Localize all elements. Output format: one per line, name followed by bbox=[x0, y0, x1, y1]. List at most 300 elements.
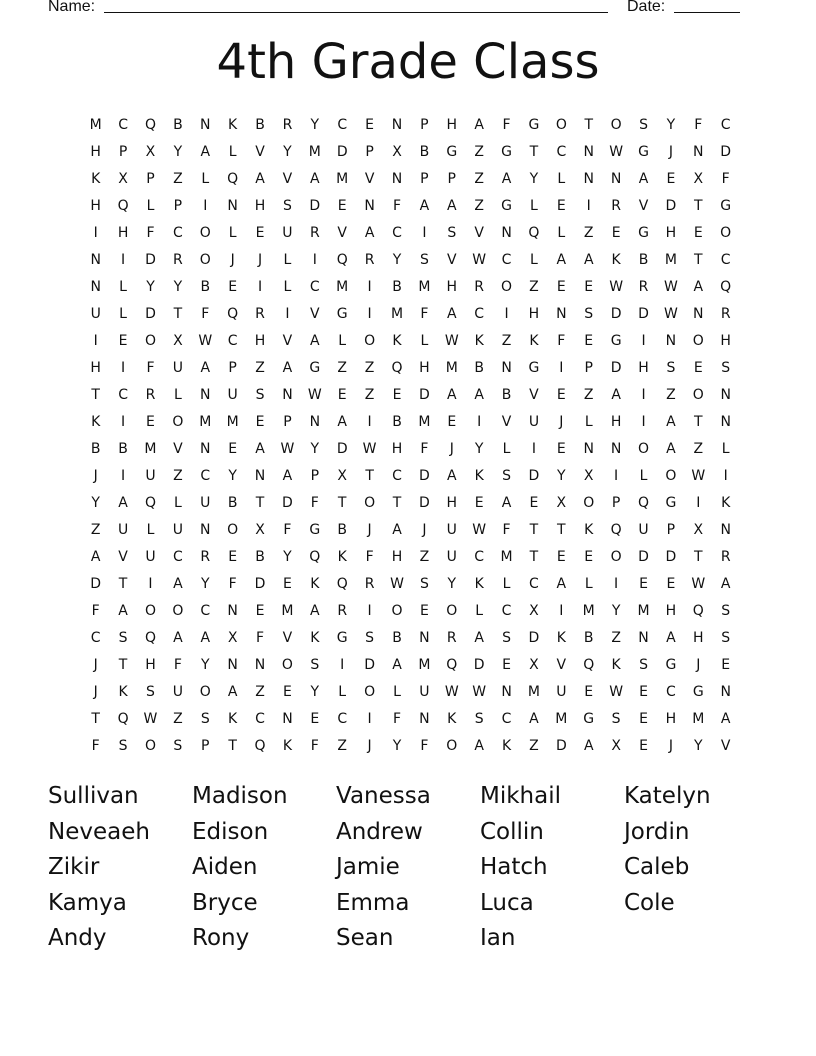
grid-letter: M bbox=[555, 711, 568, 727]
grid-letter: N bbox=[90, 279, 101, 295]
grid-letter: C bbox=[501, 252, 512, 268]
grid-letter: O bbox=[610, 549, 622, 565]
grid-row bbox=[82, 301, 742, 328]
grid-letter: R bbox=[364, 576, 375, 592]
grid-letter: L bbox=[557, 225, 566, 241]
grid-letter: U bbox=[556, 684, 567, 700]
word-list-item: Mikhail bbox=[480, 783, 562, 809]
grid-letter: P bbox=[118, 144, 128, 160]
grid-letter: V bbox=[282, 630, 293, 646]
grid-letter: G bbox=[309, 360, 321, 376]
grid-letter: H bbox=[665, 225, 677, 241]
grid-letter: A bbox=[693, 279, 704, 295]
grid-letter: X bbox=[337, 468, 347, 484]
grid-letter: K bbox=[310, 630, 320, 646]
grid-letter: V bbox=[282, 333, 293, 349]
grid-letter: C bbox=[720, 117, 731, 133]
grid-letter: E bbox=[365, 117, 375, 133]
grid-letter: V bbox=[720, 738, 731, 754]
grid-letter: Q bbox=[227, 171, 239, 187]
grid-letter: L bbox=[584, 414, 593, 430]
grid-letter: F bbox=[146, 225, 155, 241]
grid-letter: N bbox=[90, 252, 101, 268]
grid-letter: D bbox=[638, 549, 649, 565]
grid-letter: Y bbox=[283, 549, 292, 565]
grid-letter: F bbox=[310, 495, 319, 511]
grid-letter: V bbox=[173, 441, 183, 457]
grid-letter: X bbox=[583, 468, 594, 484]
grid-letter: X bbox=[556, 495, 567, 511]
grid-letter: H bbox=[419, 360, 430, 376]
grid-letter: A bbox=[583, 738, 594, 754]
grid-letter: C bbox=[501, 603, 512, 619]
grid-letter: E bbox=[529, 495, 539, 511]
grid-letter: T bbox=[392, 495, 402, 511]
grid-letter: R bbox=[611, 198, 621, 214]
grid-letter: U bbox=[145, 468, 156, 484]
grid-letter: M bbox=[418, 657, 431, 673]
grid-letter: M bbox=[144, 441, 157, 457]
grid-letter: N bbox=[720, 522, 731, 538]
word-list-item: Neveaeh bbox=[48, 818, 150, 845]
grid-letter: I bbox=[641, 333, 646, 349]
grid-letter: A bbox=[200, 630, 211, 646]
grid-letter: H bbox=[90, 360, 101, 376]
grid-letter: Q bbox=[144, 117, 156, 133]
grid-letter: L bbox=[530, 198, 538, 214]
grid-letter: M bbox=[692, 711, 705, 727]
grid-row bbox=[82, 139, 742, 166]
grid-letter: X bbox=[611, 738, 621, 754]
grid-letter: A bbox=[666, 441, 676, 457]
word-list-item: Zikir bbox=[48, 854, 100, 881]
grid-letter: M bbox=[445, 360, 458, 376]
grid-letter: Q bbox=[144, 495, 156, 511]
grid-letter: Z bbox=[173, 711, 183, 727]
grid-letter: C bbox=[501, 711, 512, 727]
grid-letter: Y bbox=[611, 603, 621, 619]
grid-letter: F bbox=[420, 738, 429, 754]
grid-letter: C bbox=[474, 549, 485, 565]
grid-letter: N bbox=[665, 333, 677, 349]
grid-letter: G bbox=[583, 711, 595, 727]
grid-letter: F bbox=[502, 117, 511, 133]
grid-letter: F bbox=[694, 117, 703, 133]
grid-letter: E bbox=[392, 387, 402, 403]
grid-letter: C bbox=[529, 576, 539, 592]
grid-letter: M bbox=[582, 603, 595, 619]
grid-letter: W bbox=[691, 468, 706, 484]
grid-letter: E bbox=[283, 684, 292, 700]
grid-letter: B bbox=[90, 441, 101, 457]
grid-letter: G bbox=[720, 198, 732, 214]
grid-letter: C bbox=[309, 279, 320, 295]
grid-letter: N bbox=[419, 630, 430, 646]
grid-letter: A bbox=[173, 630, 183, 646]
grid-letter: A bbox=[638, 171, 649, 187]
grid-letter: V bbox=[118, 549, 128, 565]
grid-letter: Z bbox=[666, 387, 676, 403]
grid-letter: A bbox=[446, 198, 457, 214]
grid-letter: E bbox=[639, 684, 648, 700]
grid-letter: J bbox=[257, 252, 263, 268]
grid-row bbox=[82, 409, 742, 436]
grid-letter: Y bbox=[173, 144, 183, 160]
grid-letter: S bbox=[721, 360, 731, 376]
grid-letter: A bbox=[611, 387, 621, 403]
grid-letter: S bbox=[666, 360, 676, 376]
grid-letter: A bbox=[255, 171, 265, 187]
grid-letter: K bbox=[310, 576, 320, 592]
word-list-item: Andrew bbox=[336, 818, 423, 845]
grid-letter: L bbox=[420, 333, 429, 349]
grid-letter: S bbox=[721, 630, 731, 646]
grid-letter: K bbox=[474, 333, 484, 349]
grid-letter: K bbox=[611, 657, 621, 673]
grid-letter: E bbox=[639, 738, 648, 754]
grid-letter: E bbox=[337, 387, 347, 403]
grid-letter: L bbox=[584, 576, 593, 592]
grid-letter: F bbox=[310, 738, 319, 754]
grid-letter: Z bbox=[501, 333, 512, 349]
grid-letter: L bbox=[639, 468, 648, 484]
grid-letter: Q bbox=[637, 495, 650, 511]
grid-letter: M bbox=[418, 279, 431, 295]
grid-letter: F bbox=[365, 549, 374, 565]
grid-letter: L bbox=[173, 387, 182, 403]
grid-letter: Z bbox=[419, 549, 430, 565]
grid-letter: K bbox=[474, 468, 484, 484]
grid-letter: M bbox=[226, 414, 239, 430]
grid-letter: J bbox=[668, 144, 673, 160]
grid-letter: L bbox=[146, 522, 155, 538]
grid-letter: B bbox=[583, 630, 594, 646]
grid-letter: H bbox=[254, 333, 266, 349]
grid-letter: Y bbox=[392, 252, 402, 268]
grid-letter: P bbox=[173, 198, 183, 214]
grid-letter: D bbox=[254, 576, 266, 592]
grid-letter: D bbox=[610, 306, 622, 322]
grid-letter: K bbox=[282, 738, 293, 754]
grid-letter: A bbox=[446, 306, 457, 322]
grid-letter: Y bbox=[694, 738, 703, 754]
grid-letter: X bbox=[118, 171, 128, 187]
grid-letter: H bbox=[693, 630, 704, 646]
grid-letter: A bbox=[474, 738, 484, 754]
grid-letter: K bbox=[91, 414, 101, 430]
grid-letter: L bbox=[502, 441, 511, 457]
grid-row bbox=[82, 706, 742, 733]
word-list-item: Madison bbox=[192, 783, 288, 809]
name-line bbox=[104, 12, 608, 13]
grid-letter: U bbox=[172, 360, 183, 376]
grid-letter: K bbox=[501, 738, 512, 754]
grid-letter: F bbox=[228, 576, 237, 592]
grid-letter: C bbox=[172, 549, 183, 565]
grid-letter: S bbox=[118, 630, 128, 646]
grid-letter: T bbox=[365, 468, 374, 484]
grid-letter: K bbox=[556, 630, 566, 646]
grid-letter: A bbox=[666, 630, 676, 646]
grid-row bbox=[82, 328, 742, 355]
grid-letter: R bbox=[720, 306, 731, 322]
grid-letter: O bbox=[583, 495, 595, 511]
grid-letter: M bbox=[336, 279, 349, 295]
grid-letter: P bbox=[201, 738, 210, 754]
grid-letter: N bbox=[391, 171, 403, 187]
grid-letter: X bbox=[392, 144, 402, 160]
grid-letter: A bbox=[310, 171, 320, 187]
grid-row bbox=[82, 382, 742, 409]
grid-letter: Y bbox=[146, 279, 155, 295]
grid-letter: D bbox=[336, 144, 348, 160]
grid-letter: V bbox=[446, 252, 457, 268]
grid-letter: I bbox=[504, 306, 509, 322]
grid-letter: K bbox=[91, 171, 101, 187]
grid-letter: A bbox=[556, 576, 567, 592]
grid-letter: Q bbox=[692, 603, 704, 619]
grid-letter: T bbox=[694, 549, 703, 565]
grid-letter: T bbox=[228, 738, 237, 754]
grid-letter: R bbox=[309, 225, 320, 241]
grid-letter: M bbox=[308, 144, 321, 160]
grid-row bbox=[82, 571, 742, 598]
grid-letter: N bbox=[720, 684, 731, 700]
grid-letter: D bbox=[665, 549, 677, 565]
grid-row bbox=[82, 112, 742, 139]
grid-letter: U bbox=[419, 684, 430, 700]
grid-letter: G bbox=[528, 360, 540, 376]
grid-letter: L bbox=[283, 279, 292, 295]
grid-letter: V bbox=[501, 414, 512, 430]
grid-row bbox=[82, 490, 742, 517]
grid-letter: Z bbox=[474, 198, 484, 214]
grid-letter: N bbox=[501, 360, 512, 376]
grid-letter: J bbox=[367, 738, 372, 754]
name-label: Name: bbox=[48, 0, 96, 15]
grid-letter: P bbox=[365, 144, 374, 160]
grid-letter: Z bbox=[90, 522, 101, 538]
grid-letter: O bbox=[555, 117, 567, 133]
grid-letter: M bbox=[336, 171, 349, 187]
grid-letter: B bbox=[337, 522, 348, 538]
grid-letter: L bbox=[338, 684, 347, 700]
grid-letter: I bbox=[121, 414, 126, 430]
grid-letter: Q bbox=[336, 252, 348, 268]
grid-letter: N bbox=[200, 117, 211, 133]
grid-letter: Y bbox=[529, 171, 539, 187]
word-list-item: Katelyn bbox=[624, 783, 711, 809]
grid-letter: A bbox=[446, 468, 457, 484]
grid-letter: S bbox=[310, 657, 320, 673]
grid-letter: A bbox=[446, 387, 457, 403]
grid-letter: W bbox=[663, 279, 678, 295]
grid-letter: Q bbox=[117, 711, 129, 727]
grid-letter: O bbox=[199, 225, 211, 241]
grid-letter: T bbox=[694, 198, 703, 214]
grid-letter: E bbox=[584, 684, 594, 700]
grid-letter: Q bbox=[227, 306, 239, 322]
grid-letter: P bbox=[420, 117, 429, 133]
grid-letter: N bbox=[364, 198, 375, 214]
grid-letter: A bbox=[666, 414, 676, 430]
grid-letter: J bbox=[93, 684, 98, 700]
grid-letter: A bbox=[720, 576, 731, 592]
grid-letter: D bbox=[418, 387, 430, 403]
grid-letter: L bbox=[119, 306, 127, 322]
grid-letter: F bbox=[201, 306, 210, 322]
grid-letter: A bbox=[392, 522, 402, 538]
grid-letter: Z bbox=[474, 144, 484, 160]
grid-letter: D bbox=[473, 657, 485, 673]
grid-letter: N bbox=[309, 414, 321, 430]
grid-letter: D bbox=[145, 252, 156, 268]
grid-letter: N bbox=[693, 144, 704, 160]
grid-letter: E bbox=[310, 711, 320, 727]
grid-letter: O bbox=[720, 225, 732, 241]
grid-letter: N bbox=[610, 171, 622, 187]
grid-letter: W bbox=[472, 252, 487, 268]
grid-letter: L bbox=[201, 171, 210, 187]
grid-letter: I bbox=[93, 225, 98, 241]
grid-letter: B bbox=[474, 360, 484, 376]
grid-letter: W bbox=[472, 684, 487, 700]
grid-letter: S bbox=[200, 711, 210, 727]
grid-letter: D bbox=[555, 738, 567, 754]
grid-letter: B bbox=[255, 549, 265, 565]
grid-letter: W bbox=[198, 333, 213, 349]
grid-letter: I bbox=[614, 576, 619, 592]
grid-letter: N bbox=[720, 414, 731, 430]
grid-letter: I bbox=[559, 360, 564, 376]
grid-letter: V bbox=[529, 387, 539, 403]
grid-letter: U bbox=[282, 225, 293, 241]
grid-letter: Q bbox=[144, 630, 156, 646]
grid-letter: E bbox=[666, 171, 676, 187]
grid-letter: D bbox=[528, 468, 540, 484]
grid-letter: E bbox=[693, 360, 703, 376]
grid-letter: W bbox=[143, 711, 158, 727]
grid-letter: Y bbox=[91, 495, 100, 511]
grid-letter: D bbox=[364, 657, 375, 673]
grid-row bbox=[82, 544, 742, 571]
grid-letter: E bbox=[447, 414, 457, 430]
grid-letter: D bbox=[90, 576, 102, 592]
grid-letter: H bbox=[117, 225, 129, 241]
word-list-item: Andy bbox=[48, 925, 107, 952]
grid-letter: Y bbox=[200, 657, 210, 673]
grid-letter: N bbox=[200, 441, 211, 457]
grid-letter: Y bbox=[228, 468, 237, 484]
grid-letter: E bbox=[419, 603, 429, 619]
grid-letter: O bbox=[199, 684, 211, 700]
page-title: 4th Grade Class bbox=[216, 34, 600, 90]
grid-letter: T bbox=[694, 252, 703, 268]
word-list-item: Bryce bbox=[192, 889, 258, 916]
grid-letter: Q bbox=[117, 198, 129, 214]
grid-letter: Q bbox=[610, 522, 622, 538]
grid-letter: G bbox=[336, 630, 348, 646]
grid-letter: W bbox=[691, 576, 706, 592]
grid-letter: M bbox=[390, 306, 404, 322]
grid-letter: M bbox=[500, 549, 513, 565]
grid-letter: O bbox=[364, 495, 376, 511]
grid-letter: T bbox=[91, 711, 100, 727]
grid-letter: O bbox=[610, 117, 622, 133]
grid-letter: W bbox=[307, 387, 322, 403]
grid-letter: R bbox=[720, 549, 731, 565]
word-list-item: Hatch bbox=[480, 854, 548, 881]
word-list-item: Kamya bbox=[48, 889, 127, 916]
grid-letter: F bbox=[557, 333, 566, 349]
grid-letter: X bbox=[145, 144, 156, 160]
grid-letter: I bbox=[723, 468, 728, 484]
grid-letter: E bbox=[666, 576, 676, 592]
grid-row bbox=[82, 247, 742, 274]
grid-letter: D bbox=[145, 306, 156, 322]
grid-letter: X bbox=[173, 333, 183, 349]
word-list bbox=[48, 779, 768, 957]
grid-letter: M bbox=[664, 252, 677, 268]
grid-letter: E bbox=[255, 414, 265, 430]
grid-letter: Z bbox=[611, 630, 621, 646]
grid-letter: E bbox=[556, 198, 566, 214]
grid-letter: V bbox=[255, 144, 265, 160]
grid-letter: F bbox=[146, 360, 155, 376]
grid-letter: A bbox=[474, 387, 484, 403]
grid-letter: Y bbox=[392, 738, 402, 754]
grid-letter: F bbox=[420, 441, 429, 457]
grid-letter: N bbox=[501, 225, 512, 241]
grid-letter: G bbox=[692, 684, 704, 700]
grid-letter: Q bbox=[391, 360, 403, 376]
grid-letter: O bbox=[391, 603, 403, 619]
word-list-item: Rony bbox=[192, 925, 250, 952]
grid-letter: Y bbox=[557, 468, 566, 484]
grid-letter: O bbox=[501, 279, 513, 295]
grid-letter: I bbox=[203, 198, 208, 214]
grid-letter: C bbox=[474, 306, 485, 322]
grid-letter: I bbox=[121, 468, 126, 484]
grid-letter: E bbox=[283, 576, 292, 592]
grid-letter: E bbox=[556, 549, 566, 565]
grid-letter: J bbox=[449, 441, 454, 457]
grid-letter: S bbox=[502, 468, 511, 484]
grid-letter: N bbox=[583, 441, 594, 457]
grid-letter: M bbox=[89, 117, 102, 133]
grid-letter: G bbox=[638, 225, 649, 241]
grid-letter: O bbox=[144, 333, 156, 349]
grid-letter: L bbox=[721, 441, 730, 457]
grid-letter: L bbox=[475, 603, 484, 619]
grid-letter: O bbox=[172, 603, 184, 619]
grid-letter: C bbox=[556, 144, 567, 160]
grid-letter: O bbox=[227, 522, 239, 538]
grid-letter: E bbox=[584, 333, 594, 349]
grid-letter: A bbox=[173, 576, 183, 592]
grid-letter: S bbox=[502, 630, 511, 646]
grid-letter: B bbox=[501, 387, 512, 403]
grid-letter: Z bbox=[474, 171, 484, 187]
grid-row bbox=[82, 355, 742, 382]
grid-letter: H bbox=[665, 711, 677, 727]
grid-letter: K bbox=[611, 252, 621, 268]
header bbox=[48, 0, 748, 20]
grid-letter: V bbox=[364, 171, 375, 187]
grid-row bbox=[82, 436, 742, 463]
grid-letter: W bbox=[280, 441, 295, 457]
grid-letter: R bbox=[364, 252, 375, 268]
